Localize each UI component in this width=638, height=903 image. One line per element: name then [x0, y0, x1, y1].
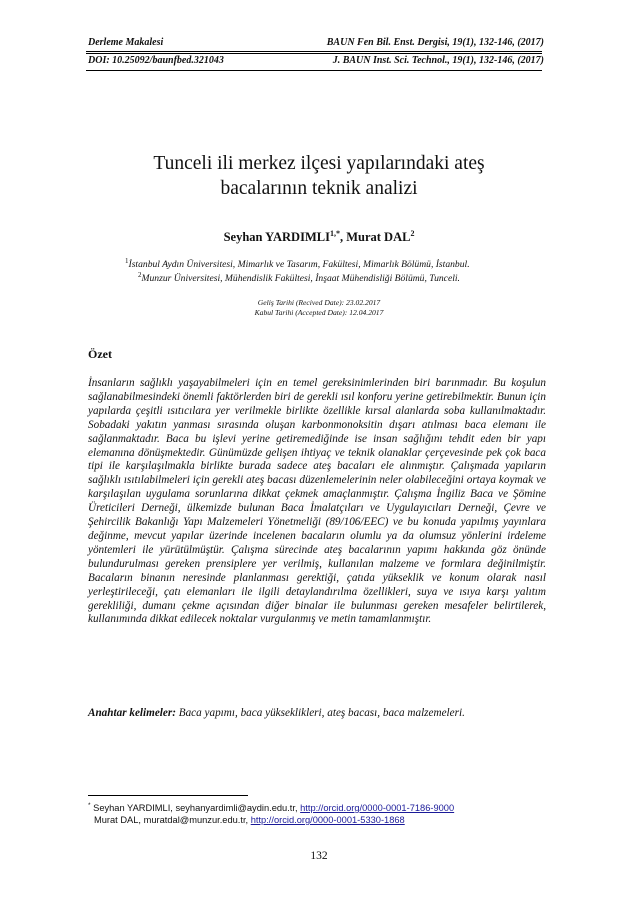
author-separator: , [339, 230, 347, 245]
orcid-link-1[interactable]: http://orcid.org/0000-0001-7186-9000 [300, 803, 455, 814]
orcid-link-2[interactable]: http://orcid.org/0000-0001-5330-1868 [250, 815, 405, 826]
footnote-rule [88, 795, 248, 796]
doi-label: DOI: 10.25092/baunfbed.321043 [88, 55, 224, 66]
paper-title-line2: bacalarının teknik analizi [220, 178, 418, 199]
journal-citation-en: J. BAUN Inst. Sci. Technol., 19(1), 132-146, (2017) [332, 55, 544, 66]
journal-type-label: Derleme Makalesi [88, 37, 164, 48]
footnote-line-1 [88, 800, 548, 814]
affiliation-2-text: Munzur Üniversitesi, Mühendislik Fakültesi, İnşaat Mühendisliği Bölümü, Tunceli. [141, 273, 460, 285]
paper-title [80, 151, 558, 201]
page-number: 132 [310, 850, 328, 862]
author-2-sup: 2 [410, 229, 415, 238]
author-list [80, 229, 558, 245]
footnote-mark: * [88, 802, 91, 809]
header-rule-top [86, 51, 542, 52]
received-date: Geliş Tarihi (Recived Date): 23.02.2017 [257, 298, 381, 307]
footnote-author-2: Murat DAL, muratdal@munzur.edu.tr, [94, 815, 251, 826]
header-rule-top-2 [86, 53, 542, 54]
header-rule-bottom [86, 70, 542, 71]
abstract-heading: Özet [88, 347, 112, 361]
affiliation-1-text: İstanbul Aydın Üniversitesi, Mimarlık ve Tasarım, Fakültesi, Mimarlık Bölümü, İstanbul. [128, 259, 470, 271]
footnote-line-2 [88, 814, 548, 826]
article-dates [80, 298, 558, 318]
keywords-label: Anahtar kelimeler: [88, 707, 176, 719]
author-2: Murat DAL [346, 230, 411, 245]
abstract-body: İnsanların sağlıklı yaşayabilmeleri için en temel gereksinimlerinden biri barınmadır. Bu koşulun sağlanabilmesindeki önemli faktörlerden biri de gerekli ısıl konforu yerine getirebilmektir. Bunun için yapılarda çeşitli ısıtıcılara yer verilmekle birlikte özellikle kırsal alanlarda soba kullanılmaktadır. Sobadaki yakıtın yanması sırasında oluşan karbonmonoksitin dışarı atılması baca elemanı ile sağlanmaktadır. Baca bu işlevi yerine getiremediğinde ise insan sağlığını tehdit eden bir yapı elemanına dönüşmektedir. Günümüzde gelişen ihtiyaç ve teknik olanaklar çerçevesinde pek çok baca tipi ile karşılaşılmakla birlikte burada sadece ateş bacaları ele alınmıştır. Çalışmada yapıların sağlıklı ısıtılabilmeleri için gerekli ateş bacası düzenlemelerinin neler olabileceğini ortaya koymak ve karşılaşılan uygulama sorunlarına dikkat çekmek amaçlanmıştır. Çalışma İngiliz Baca ve Şömine Üreticileri Derneği, ülkemizde bulunan Baca İmalatçıları ve Uygulayıcıları Derneği, Çevre ve Şehircilik Bakanlığı Yapı Malzemeleri Yönetmeliği (89/106/EEC) ve bu konuda yapılmış yayınlara değinme, mevcut yapılar üzerinde incelenen bacaların olumlu ya da olumsuz yönlerini irdeleme yöntemleri ile yürütülmüştür. Çalışma sürecinde ateş bacalarının yapımı hakkında göz önünde bulundurulması gereken prensiplere yer verilmiş, kullanılan malzeme ve formlara değinilmiştir. Bacaların binanın neresinde planlanması gerektiği, çatıda yükseklik ve konum olarak nasıl yerleştirileceği, çatı elemanları ile ilgili detaylandırılma özellikleri, suya ve ısıya karşı yalıtım gerekliliği, dumanı çekme açısından diğer binalar ile bulunması gereken mesafeler belirtilerek, kullanımında dikkat edilecek noktalar vurgulanmış ve metin tamamlanmıştır. [88, 377, 546, 626]
author-1: Seyhan YARDIMLI [223, 230, 330, 245]
keywords-text: Baca yapımı, baca yükseklikleri, ateş bacası, baca malzemeleri. [175, 707, 465, 719]
affiliation-2 [138, 271, 460, 284]
accepted-date: Kabul Tarihi (Accepted Date): 12.04.2017 [254, 308, 384, 317]
journal-citation-tr: BAUN Fen Bil. Enst. Dergisi, 19(1), 132-146, (2017) [326, 37, 544, 48]
affiliation-1 [125, 257, 470, 270]
author-1-sup: 1,* [329, 229, 340, 238]
affiliation-2-sup: 2 [138, 271, 142, 279]
affiliation-1-sup: 1 [125, 257, 129, 265]
keywords [88, 707, 546, 719]
footnote [88, 800, 548, 826]
footnote-author-1: Seyhan YARDIMLI, seyhanyardimli@aydin.edu.tr, [90, 803, 301, 814]
paper-title-line1: Tunceli ili merkez ilçesi yapılarındaki ateş [153, 153, 485, 174]
